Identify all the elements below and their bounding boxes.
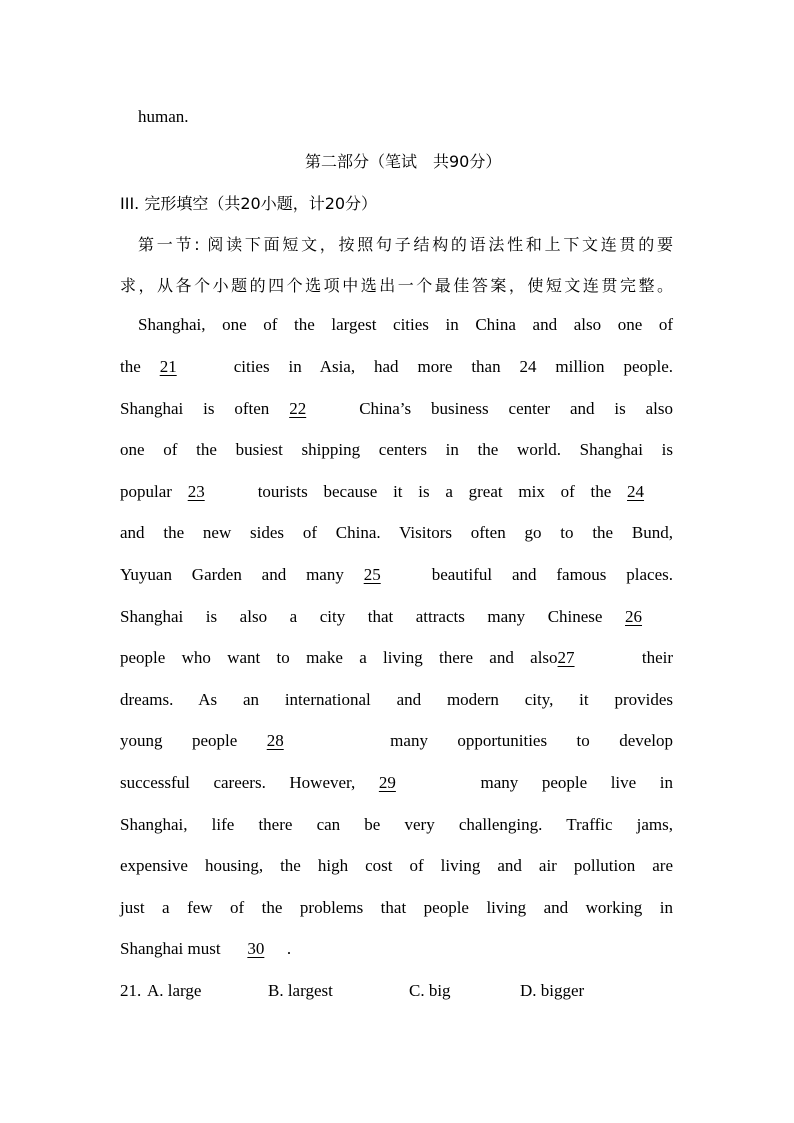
part-title: 第二部分（笔试 共90分） (305, 152, 502, 171)
instruction-line-1: 第一节: 阅读下面短文，按照句子结构的语法性和上下文连贯的要 (138, 235, 673, 254)
blank-28[interactable]: 28 (266, 731, 284, 750)
blank-23[interactable]: 23 (187, 482, 205, 501)
passage-line-10: dreams. As an international and modern city, it provides (120, 690, 673, 709)
passage-line-15: just a few of the problems that people living and working in (120, 898, 673, 917)
passage-text: their (641, 648, 674, 667)
option-c[interactable]: C. big (409, 981, 451, 1000)
passage-text: people who want to make a living there and also (120, 648, 558, 667)
blank-21[interactable]: 21 (159, 357, 177, 376)
passage-line-12 (120, 773, 673, 793)
passage-text: Yuyuan Garden and many (120, 565, 344, 584)
passage-line-14: expensive housing, the high cost of living and air pollution are (120, 856, 673, 875)
passage-text: Shanghai is also a city that attracts many Chinese (120, 607, 603, 626)
question-number: 21. (120, 981, 142, 1000)
passage-text: many opportunities to develop (390, 731, 674, 750)
passage-line-7 (120, 565, 673, 585)
blank-30[interactable]: 30 (247, 939, 265, 958)
passage-text: tourists because it is a great mix of the (257, 482, 612, 501)
option-b[interactable]: B. largest (268, 981, 333, 1000)
passage-line-1: Shanghai, one of the largest cities in China and also one of (138, 315, 673, 334)
passage-text: cities in Asia, had more than 24 million people. (233, 357, 674, 376)
passage-line-6: and the new sides of China. Visitors often go to the Bund, (120, 523, 673, 542)
blank-26[interactable]: 26 (625, 607, 643, 626)
passage-line-9 (120, 648, 673, 668)
passage-text: young people (120, 731, 238, 750)
blank-25[interactable]: 25 (363, 565, 381, 584)
instruction-line-2: 求，从各个小题的四个选项中选出一个最佳答案，使短文连贯完整。 (120, 276, 673, 295)
section-title: III. 完形填空（共20小题，计20分） (120, 194, 378, 213)
blank-27[interactable]: 27 (557, 648, 575, 667)
passage-text: popular (120, 482, 172, 501)
passage-text: Shanghai must (120, 939, 221, 958)
passage-text: the (120, 357, 141, 376)
passage-text: China’s business center and is also (359, 399, 673, 418)
option-a[interactable]: A. large (147, 981, 202, 1000)
passage-text: many people live in (480, 773, 674, 792)
passage-line-11 (120, 731, 673, 751)
passage-line-13: Shanghai, life there can be very challenging. Traffic jams, (120, 815, 673, 834)
passage-text: beautiful and famous places. (431, 565, 673, 584)
passage-text: successful careers. However, (120, 773, 356, 792)
option-d[interactable]: D. bigger (520, 981, 585, 1000)
blank-22[interactable]: 22 (289, 399, 307, 418)
passage-line-8 (120, 607, 673, 627)
passage-line-16 (120, 939, 291, 959)
blank-24[interactable]: 24 (627, 482, 645, 501)
passage-line-3 (120, 399, 673, 419)
blank-29[interactable]: 29 (378, 773, 396, 792)
passage-line-5 (120, 482, 673, 502)
top-fragment: human. (138, 107, 189, 126)
passage-text: Shanghai is often (120, 399, 270, 418)
passage-line-4: one of the busiest shipping centers in the world. Shanghai is (120, 440, 673, 459)
passage-text: . (286, 939, 292, 958)
passage-line-2 (120, 357, 673, 377)
